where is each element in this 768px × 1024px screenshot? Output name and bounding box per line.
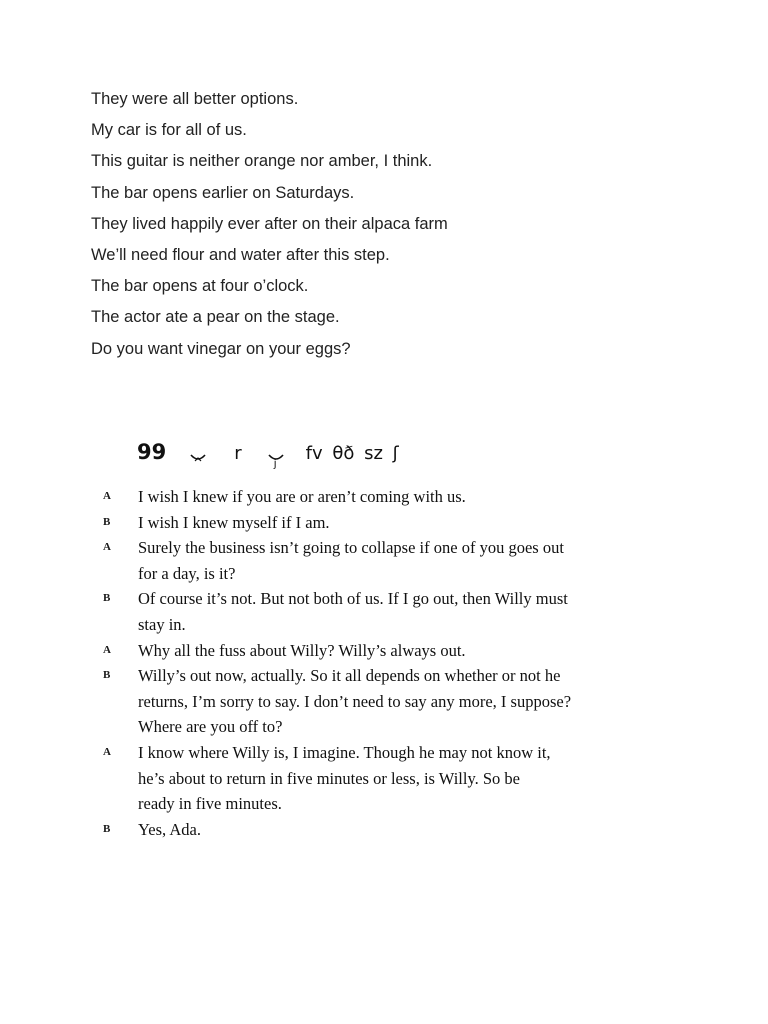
dialogue-turn xyxy=(100,817,660,843)
dialogue-turn xyxy=(100,510,660,536)
speaker-label: B xyxy=(103,592,111,605)
dialogue-turn xyxy=(100,638,660,664)
textbook-excerpt xyxy=(100,440,660,842)
dialogue-line: I know where Willy is, I imagine. Though he may not know it, xyxy=(138,742,551,762)
sentence: This guitar is neither orange nor amber, I think. xyxy=(91,152,433,171)
sentence: The bar opens earlier on Saturdays. xyxy=(91,183,355,202)
consonant-symbols: fv θð sz ʃ xyxy=(305,443,399,464)
speaker-label: A xyxy=(103,643,111,656)
sentence: They lived happily ever after on their alpaca farm xyxy=(91,214,448,233)
sentence: My car is for all of us. xyxy=(91,121,247,140)
dialogue-line: Of course it’s not. But not both of us. If I go out, then Willy must xyxy=(138,589,568,609)
dialogue-line: I wish I knew if you are or aren’t coming with us. xyxy=(138,487,466,506)
sentence-list xyxy=(91,84,448,365)
sentence: Do you want vinegar on your eggs? xyxy=(91,339,351,358)
sentence: They were all better options. xyxy=(91,90,299,108)
dialogue-turn xyxy=(100,586,660,637)
speaker-label: A xyxy=(103,745,111,758)
dialogue-line: Why all the fuss about Willy? Willy’s always out. xyxy=(138,640,466,660)
exercise-number: 99 xyxy=(137,440,167,464)
sentence: We’ll need flour and water after this step. xyxy=(91,246,390,265)
j-symbol: j xyxy=(273,457,277,470)
dialogue-line: stay in. xyxy=(138,614,186,634)
dialogue-turn xyxy=(100,484,660,510)
dialogue-turn xyxy=(100,535,660,586)
speaker-label: B xyxy=(103,822,111,835)
r-symbol: r xyxy=(234,443,242,464)
dialogue-line: he’s about to return in five minutes or less, is Willy. So be xyxy=(138,768,520,788)
speaker-label: A xyxy=(103,490,111,502)
linking-j-mark-icon xyxy=(268,443,284,470)
speaker-label: B xyxy=(103,669,111,682)
speaker-label: B xyxy=(103,515,111,528)
dialogue-line: ready in five minutes. xyxy=(138,794,282,814)
dialogue-line: Yes, Ada. xyxy=(138,819,201,839)
dialogue-line: Surely the business isn’t going to collapse if one of you goes out xyxy=(138,538,564,558)
dialogue-turn xyxy=(100,663,660,740)
dialogue-line: for a day, is it? xyxy=(138,563,236,583)
dialogue-line: returns, I’m sorry to say. I don’t need to say any more, I suppose? xyxy=(138,691,572,711)
dialogue-turn xyxy=(100,740,660,817)
dialogue-line: I wish I knew myself if I am. xyxy=(138,512,330,532)
speaker-label: A xyxy=(103,541,111,554)
dialogue xyxy=(100,484,660,842)
sentence: The bar opens at four o’clock. xyxy=(91,277,309,296)
dialogue-line: Willy’s out now, actually. So it all depends on whether or not he xyxy=(138,666,561,686)
linking-mark-icon xyxy=(190,443,206,464)
exercise-header xyxy=(100,440,660,480)
sentence: The actor ate a pear on the stage. xyxy=(91,308,340,327)
dialogue-line: Where are you off to? xyxy=(138,717,283,737)
